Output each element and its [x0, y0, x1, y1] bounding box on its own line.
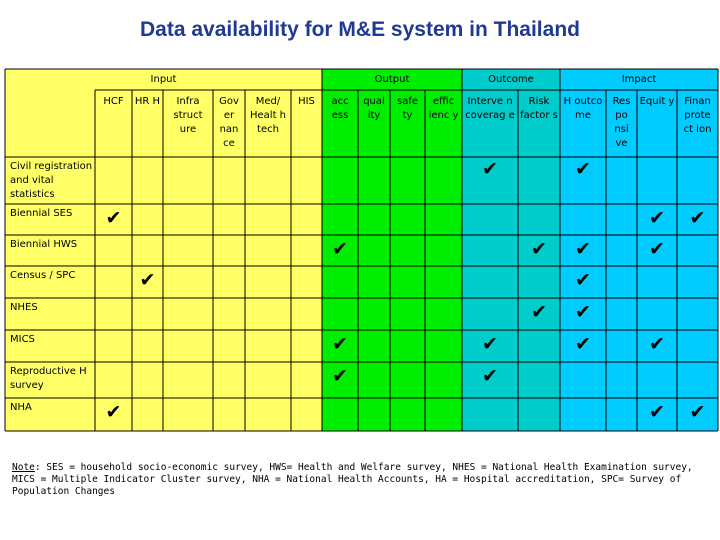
column-header: H outco me — [563, 96, 603, 121]
row-label: NHA — [10, 402, 32, 413]
check-mark: ✔ — [332, 365, 348, 387]
check-mark: ✔ — [531, 301, 547, 323]
column-header: Infra struct ure — [173, 96, 203, 135]
column-header: safe ty — [396, 96, 418, 121]
check-mark: ✔ — [575, 301, 591, 323]
column-header: Finan prote ct ion — [683, 96, 712, 135]
row-label: Reproductive H survey — [10, 366, 87, 391]
check-mark: ✔ — [575, 333, 591, 355]
footnote-lead: Note — [12, 462, 35, 473]
group-header-impact: Impact — [621, 74, 657, 85]
check-mark: ✔ — [689, 207, 706, 229]
check-mark: ✔ — [531, 238, 547, 260]
column-header: HIS — [298, 96, 315, 107]
column-header: Interve n coverag e — [465, 96, 515, 121]
page-title: Data availability for M&E system in Thailand — [140, 18, 580, 41]
group-header-outcome: Outcome — [488, 74, 534, 85]
column-header: HCF — [103, 96, 124, 107]
row-label: MICS — [10, 334, 35, 345]
row-label: NHES — [10, 302, 38, 313]
row-label: Census / SPC — [10, 270, 76, 281]
column-header: HR H — [134, 96, 161, 107]
column-header: Med/ Healt h tech — [249, 96, 286, 135]
check-mark: ✔ — [482, 158, 498, 180]
column-header: effic ienc y — [428, 96, 459, 121]
check-mark: ✔ — [649, 333, 665, 355]
column-header: Equit y — [639, 96, 675, 107]
column-header: Risk factor s — [520, 96, 558, 121]
footnote-text: : SES = household socio-economic survey, HWS= Health and Welfare survey, NHES = National Health Examination survey, MICS = Multiple Indicator Cluster survey, NHA = National Health Accounts, HA = Hospital accreditation, SPC= Survey of Population Changes — [12, 462, 693, 497]
column-header: Res po nsi ve — [612, 96, 631, 149]
check-mark: ✔ — [139, 269, 156, 291]
check-mark: ✔ — [649, 401, 665, 423]
row-label: Civil registration and vital statistics — [10, 161, 93, 200]
check-mark: ✔ — [575, 269, 591, 291]
check-mark: ✔ — [105, 207, 122, 229]
group-header-input: Input — [150, 74, 177, 85]
group-header-output: Output — [374, 74, 410, 85]
row-label: Biennial SES — [10, 208, 73, 219]
footnote — [12, 462, 702, 498]
check-mark: ✔ — [649, 207, 665, 229]
check-mark: ✔ — [482, 333, 498, 355]
column-header: qual ity — [363, 96, 385, 121]
column-header: Gov er nan ce — [219, 96, 239, 149]
check-mark: ✔ — [105, 401, 122, 423]
check-mark: ✔ — [482, 365, 498, 387]
check-mark: ✔ — [332, 238, 348, 260]
column-header: acc ess — [331, 96, 349, 121]
row-label: Biennial HWS — [10, 239, 78, 250]
check-mark: ✔ — [575, 158, 591, 180]
check-mark: ✔ — [332, 333, 348, 355]
check-mark: ✔ — [575, 238, 591, 260]
check-mark: ✔ — [649, 238, 665, 260]
check-mark: ✔ — [689, 401, 706, 423]
